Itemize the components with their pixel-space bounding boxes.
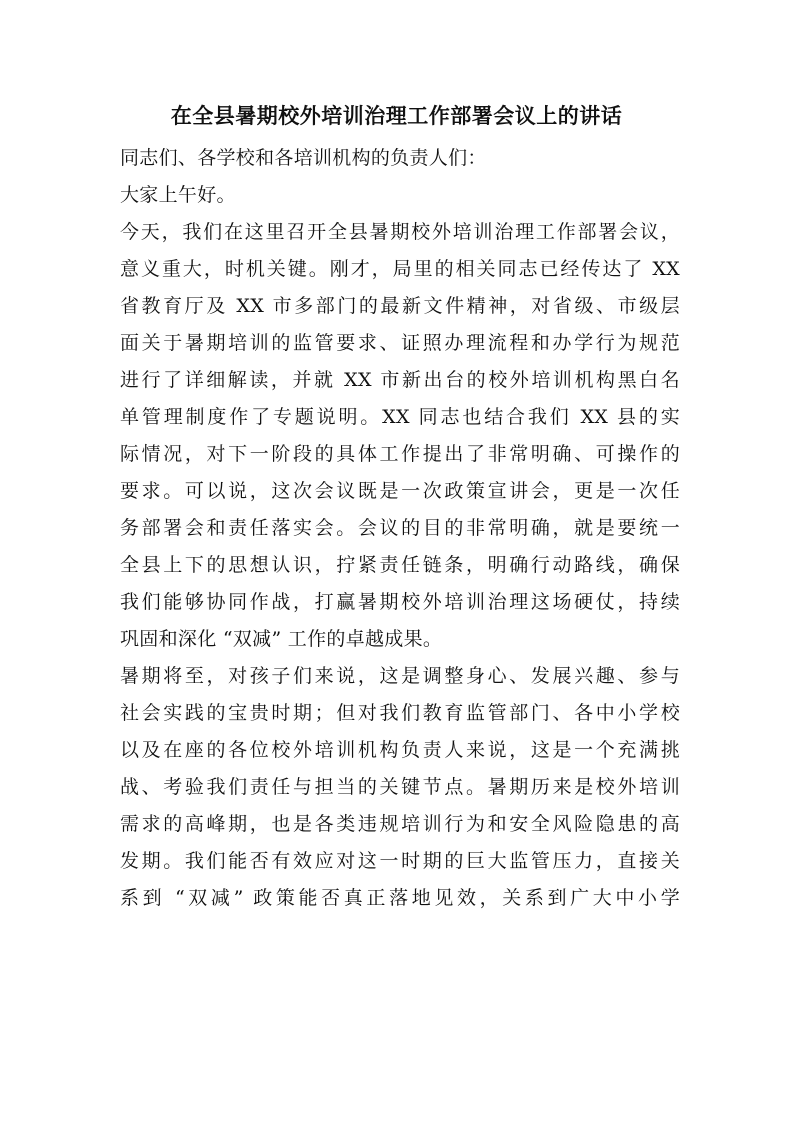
paragraph-line: 以及在座的各位校外培训机构负责人来说，这是一个充满挑 (120, 739, 680, 761)
paragraph-line: 暑期将至，对孩子们来说，这是调整身心、发展兴趣、参与 (120, 665, 680, 687)
paragraph-line: 进行了详细解读，并就 XX 市新出台的校外培训机构黑白名 (120, 369, 680, 391)
paragraph-line: 巩固和深化 “双减” 工作的卓越成果。 (120, 628, 443, 650)
paragraph-line: 意义重大，时机关键。刚才，局里的相关同志已经传达了 XX (120, 258, 680, 280)
paragraph-line: 战、考验我们责任与担当的关键节点。暑期历来是校外培训 (120, 776, 680, 798)
document-body (120, 140, 680, 917)
paragraph-line: 需求的高峰期，也是各类违规培训行为和安全风险隐患的高 (120, 813, 680, 835)
paragraph-line: 发期。我们能否有效应对这一时期的巨大监管压力，直接关 (120, 850, 680, 872)
paragraph-line: 单管理制度作了专题说明。XX 同志也结合我们 XX 县的实 (120, 406, 680, 428)
paragraph-line: 面关于暑期培训的监管要求、证照办理流程和办学行为规范 (120, 332, 680, 354)
paragraph-line: 省教育厅及 XX 市多部门的最新文件精神，对省级、市级层 (120, 295, 680, 317)
paragraph-line: 今天，我们在这里召开全县暑期校外培训治理工作部署会议， (120, 221, 680, 243)
paragraph-line: 大家上午好。 (120, 184, 236, 206)
paragraph-line: 要求。可以说，这次会议既是一次政策宣讲会，更是一次任 (120, 480, 680, 502)
paragraph-line: 全县上下的思想认识，拧紧责任链条，明确行动路线，确保 (120, 554, 680, 576)
paragraph-line: 务部署会和责任落实会。会议的目的非常明确，就是要统一 (120, 517, 680, 539)
paragraph-line: 系到 “双减” 政策能否真正落地见效，关系到广大中小学 (120, 887, 680, 909)
paragraph-line: 同志们、各学校和各培训机构的负责人们： (120, 147, 487, 169)
paragraph-line: 际情况，对下一阶段的具体工作提出了非常明确、可操作的 (120, 443, 680, 465)
paragraph-line: 社会实践的宝贵时期；但对我们教育监管部门、各中小学校 (120, 702, 680, 724)
document-title: 在全县暑期校外培训治理工作部署会议上的讲话 (170, 103, 623, 128)
paragraph-line: 我们能够协同作战，打赢暑期校外培训治理这场硬仗，持续 (120, 591, 680, 613)
